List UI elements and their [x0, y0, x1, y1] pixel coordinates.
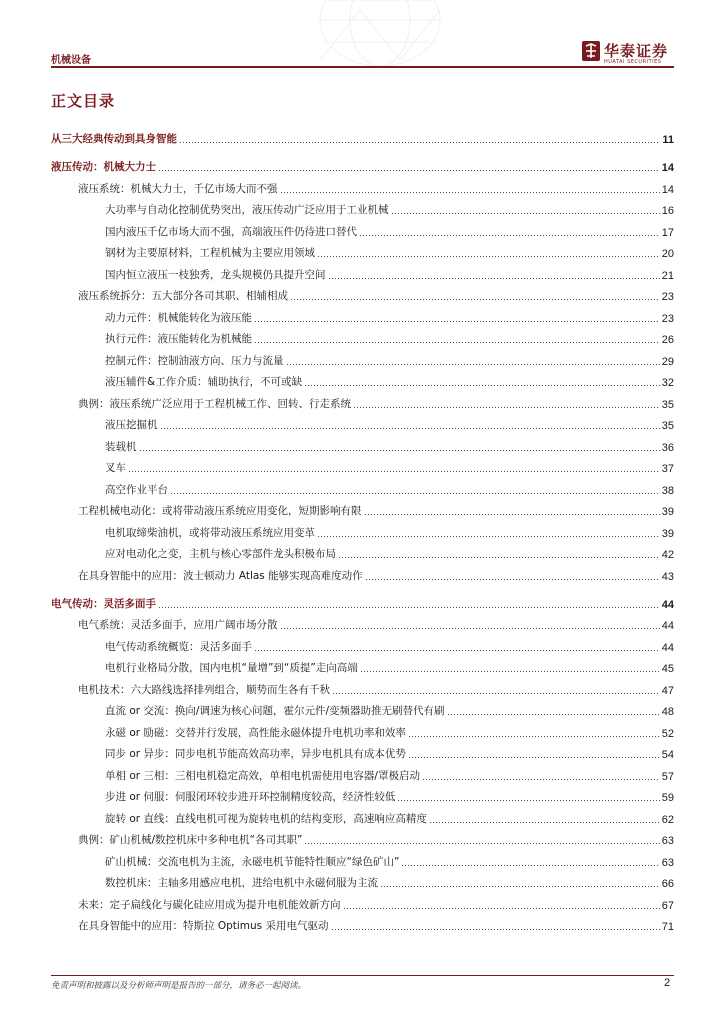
toc-entry[interactable]	[51, 180, 674, 196]
toc-entry[interactable]	[51, 438, 674, 454]
toc-entry-page: 63	[661, 856, 674, 869]
toc-entry-page: 52	[661, 727, 674, 740]
toc-entry-page: 39	[661, 506, 674, 518]
toc-entry[interactable]	[51, 567, 674, 583]
toc-entry-label: 叉车	[105, 462, 126, 474]
toc-entry-page: 35	[661, 420, 674, 432]
toc-dot-leader	[338, 557, 660, 558]
toc-dot-leader	[158, 607, 660, 608]
toc-dot-leader	[328, 278, 660, 279]
toc-entry-label: 旋转 or 直线：直线电机可视为旋转电机的结构变形，高速响应高精度	[105, 812, 427, 825]
toc-dot-leader	[254, 321, 660, 322]
toc-entry-label: 应对电动化之变，主机与核心零部件龙头积极布局	[105, 548, 336, 560]
toc-dot-leader	[397, 800, 659, 801]
toc-dot-leader	[254, 342, 660, 343]
header-divider	[51, 66, 674, 68]
footer-divider	[51, 975, 674, 976]
toc-dot-leader	[160, 428, 660, 429]
footer-disclaimer: 免责声明和披露以及分析师声明是报告的一部分，请务必一起阅读。	[51, 981, 307, 991]
toc-entry-label: 工程机械电动化：或将带动液压系统应用变化，短期影响有限	[78, 505, 362, 517]
toc-dot-leader	[290, 299, 660, 300]
toc-dot-leader	[408, 757, 660, 758]
toc-dot-leader	[401, 865, 659, 866]
toc-entry-page: 20	[661, 248, 674, 260]
toc-entry-page: 11	[662, 134, 674, 146]
toc-entry-label: 步进 or 伺服：伺服闭环较步进开环控制精度较高，经济性较低	[105, 791, 396, 803]
globe-watermark-icon	[300, 0, 460, 66]
page-header	[0, 0, 724, 70]
toc-entry-label: 数控机床：主轴多用感应电机，进给电机中永磁伺服为主流	[105, 877, 378, 889]
toc-entry-label: 高空作业平台	[105, 483, 168, 496]
toc-entry-page: 23	[661, 291, 674, 303]
toc-entry-page: 16	[661, 205, 674, 217]
toc-entry-page: 17	[661, 226, 674, 239]
toc-entry[interactable]	[51, 616, 674, 632]
toc-entry-page: 32	[661, 377, 674, 389]
toc-dot-leader	[280, 192, 660, 193]
toc-entry-label: 单相 or 三相：三相电机稳定高效，单相电机需使用电容器/罩极启动	[105, 769, 420, 782]
toc-entry-label: 液压挖掘机	[105, 419, 158, 431]
toc-entry[interactable]	[51, 158, 674, 174]
toc-entry[interactable]	[51, 266, 674, 282]
toc-dot-leader	[179, 142, 660, 143]
toc-entry[interactable]	[51, 595, 674, 611]
toc-dot-leader	[170, 493, 660, 494]
footer-page-number: 2	[664, 977, 671, 989]
toc-entry-page: 44	[661, 641, 674, 654]
toc-entry[interactable]	[51, 352, 674, 368]
huatai-logo	[582, 40, 702, 66]
toc-entry[interactable]	[51, 416, 674, 432]
toc-entry-page: 35	[661, 398, 674, 411]
toc-dot-leader	[280, 628, 660, 629]
toc-entry-label: 矿山机械：交流电机为主流，永磁电机节能特性顺应“绿色矿山”	[105, 855, 400, 868]
toc-entry[interactable]	[51, 853, 674, 869]
toc-entry[interactable]	[51, 724, 674, 740]
toc-entry-page: 37	[661, 463, 674, 475]
toc-dot-leader	[317, 536, 660, 537]
toc-entry-label: 电气传动系统概览：灵活多面手	[105, 640, 252, 653]
toc-entry-page: 39	[661, 527, 674, 540]
toc-entry-page: 71	[661, 921, 674, 933]
toc-entry[interactable]	[51, 638, 674, 654]
toc-dot-leader	[128, 471, 660, 472]
toc-entry-label: 在具身智能中的应用：特斯拉 Optimus 采用电气驱动	[78, 920, 329, 932]
toc-entry-page: 54	[661, 749, 674, 761]
toc-entry-label: 未来：定子扁线化与碳化硅应用成为提升电机能效新方向	[78, 898, 341, 911]
toc-entry-label: 典例：矿山机械/数控机床中多种电机“各司其职”	[78, 834, 303, 846]
toc-dot-leader	[359, 235, 660, 236]
toc-entry-label: 电气传动：灵活多面手	[51, 597, 156, 610]
toc-dot-leader	[286, 364, 660, 365]
toc-dot-leader	[331, 929, 660, 930]
toc-entry[interactable]	[51, 201, 674, 217]
toc-dot-leader	[317, 256, 660, 257]
toc-dot-leader	[332, 693, 660, 694]
toc-dot-leader	[158, 170, 660, 171]
toc-dot-leader	[360, 671, 660, 672]
toc-entry-page: 42	[661, 549, 674, 561]
toc-entry-label: 控制元件：控制油液方向、压力与流量	[105, 354, 284, 367]
toc-dot-leader	[353, 407, 660, 408]
toc-entry-label: 液压系统：机械大力士，千亿市场大而不强	[78, 182, 278, 195]
toc-entry[interactable]	[51, 788, 674, 804]
toc-dot-leader	[139, 450, 660, 451]
toc-entry[interactable]	[51, 373, 674, 389]
toc-entry[interactable]	[51, 130, 674, 146]
toc-entry-page: 67	[661, 899, 674, 912]
toc-entry-page: 48	[661, 706, 674, 718]
toc-entry-page: 44	[661, 598, 674, 611]
toc-entry-page: 43	[661, 570, 674, 583]
toc-entry-label: 液压辅件&工作介质：辅助执行，不可或缺	[105, 376, 303, 388]
toc-entry-label: 液压传动：机械大力士	[51, 161, 156, 173]
toc-entry-label: 液压系统拆分：五大部分各司其职、相辅相成	[78, 290, 288, 302]
toc-dot-leader	[254, 650, 660, 651]
toc-entry[interactable]	[51, 745, 674, 761]
toc-entry-label: 大功率与自动化控制优势突出，液压传动广泛应用于工业机械	[105, 204, 389, 216]
toc-dot-leader	[365, 579, 660, 580]
toc-entry-label: 在具身智能中的应用：波士顿动力 Atlas 能够实现高难度动作	[78, 569, 363, 582]
toc-entry-label: 装载机	[105, 440, 137, 453]
toc-entry-label: 从三大经典传动到具身智能	[51, 133, 177, 145]
toc-entry-page: 44	[661, 620, 674, 632]
toc-entry[interactable]	[51, 287, 674, 303]
toc-entry-label: 电机取缔柴油机，或将带动液压系统应用变革	[105, 526, 315, 539]
toc-entry-page: 62	[661, 813, 674, 826]
toc-entry-label: 同步 or 异步：同步电机节能高效高功率，异步电机具有成本优势	[105, 748, 406, 760]
toc-entry[interactable]	[51, 330, 674, 346]
toc-entry-page: 47	[661, 684, 674, 697]
toc-entry-label: 执行元件：液压能转化为机械能	[105, 333, 252, 345]
toc-entry-label: 典例：液压系统广泛应用于工程机械工作、回转、行走系统	[78, 397, 351, 410]
toc-entry-label: 直流 or 交流：换向/调速为核心问题，霍尔元件/变频器助推无刷替代有刷	[105, 705, 445, 717]
toc-entry[interactable]	[51, 810, 674, 826]
toc-entry[interactable]	[51, 831, 674, 847]
toc-entry-page: 36	[661, 441, 674, 454]
toc-entry-label: 钢材为主要原材料，工程机械为主要应用领域	[105, 247, 315, 259]
toc-entry[interactable]	[51, 459, 674, 475]
toc-entry-page: 29	[661, 355, 674, 368]
toc-entry-page: 59	[661, 792, 674, 804]
toc-entry-page: 21	[661, 269, 674, 282]
toc-entry[interactable]	[51, 309, 674, 325]
toc-entry[interactable]	[51, 395, 674, 411]
toc-entry-page: 14	[661, 183, 674, 196]
header-section-name: 机械设备	[51, 55, 91, 66]
toc-entry[interactable]	[51, 244, 674, 260]
toc-entry-page: 66	[661, 878, 674, 890]
toc-entry[interactable]	[51, 502, 674, 518]
toc-entry-page: 26	[661, 334, 674, 346]
toc-dot-leader	[343, 908, 660, 909]
toc-entry-label: 永磁 or 励磁：交替并行发展，高性能永磁体提升电机功率和效率	[105, 726, 406, 739]
toc-entry[interactable]	[51, 702, 674, 718]
toc-entry-label: 电气系统：灵活多面手，应用广阔市场分散	[78, 619, 278, 631]
toc-entry[interactable]	[51, 659, 674, 675]
toc-dot-leader	[422, 779, 660, 780]
toc-entry-page: 63	[661, 835, 674, 847]
toc-dot-leader	[408, 736, 660, 737]
toc-entry[interactable]	[51, 681, 674, 697]
huatai-logo-icon	[582, 41, 600, 61]
toc-entry[interactable]	[51, 223, 674, 239]
toc-dot-leader	[447, 714, 660, 715]
toc-dot-leader	[391, 213, 660, 214]
toc-entry[interactable]	[51, 524, 674, 540]
toc-entry[interactable]	[51, 545, 674, 561]
toc-dot-leader	[429, 822, 660, 823]
logo-text-en: HUATAI SECURITIES	[604, 59, 662, 65]
toc-dot-leader	[364, 514, 660, 515]
logo-text-cn: 华泰证券	[604, 42, 669, 60]
toc-entry[interactable]	[51, 874, 674, 890]
toc-dot-leader	[304, 843, 659, 844]
toc-entry-label: 国内恒立液压一枝独秀，龙头规模仍具提升空间	[105, 268, 326, 281]
toc-entry[interactable]	[51, 767, 674, 783]
toc-entry-page: 57	[661, 770, 674, 783]
toc-entry[interactable]	[51, 481, 674, 497]
toc-dot-leader	[380, 886, 660, 887]
toc-entry[interactable]	[51, 896, 674, 912]
page-title: 正文目录	[51, 92, 116, 110]
toc-entry-label: 动力元件：机械能转化为液压能	[105, 311, 252, 324]
toc-entry[interactable]	[51, 917, 674, 933]
toc-entry-page: 45	[661, 663, 674, 675]
toc-entry-label: 电机行业格局分散，国内电机“量增”到“质提”走向高端	[105, 662, 358, 674]
toc-dot-leader	[304, 385, 660, 386]
toc-entry-label: 电机技术：六大路线选择排列组合，顺势而生各有千秋	[78, 683, 330, 696]
toc-entry-page: 14	[661, 162, 674, 174]
toc-entry-label: 国内液压千亿市场大而不强，高端液压件仍待进口替代	[105, 225, 357, 238]
toc-entry-page: 38	[661, 484, 674, 497]
toc-entry-page: 23	[661, 312, 674, 325]
